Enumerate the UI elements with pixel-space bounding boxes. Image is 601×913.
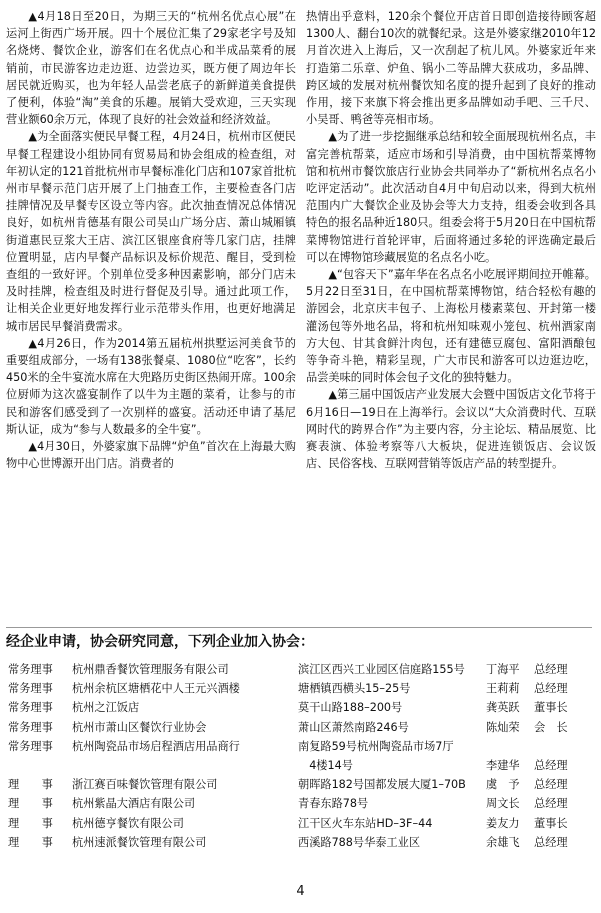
member-address: 江干区火车东站HD–3F–44 [298,816,433,830]
member-title: 总经理 [534,663,568,676]
member-person: 陈灿荣 [486,720,520,734]
news-item: ▲4月18日至20日，为期三天的“杭州名优点心展”在运河上街西广场开展。四十个展位汇集了29家老字号及知名烧烤、餐饮企业，游客们在名优点心和半成品菜肴的展销前，市民游客边走边逛、边尝边买，既方便了周边年长居民就近购买，也为年轻人品尝老底子的新鲜道美食提供了便利，体验“淘”美食的乐趣。展销大受欢迎，三天实现营业额60余万元，体现了良好的社会效益和经济效益。 [6,10,296,127]
member-company: 杭州德亨餐饮有限公司 [72,816,184,830]
section-divider [6,627,592,628]
member-row [8,698,596,717]
member-company: 杭州陶瓷品市场启程酒店用品商行 [72,739,240,753]
member-role: 理 事 [8,816,53,830]
news-item: ▲4月30日，外婆家旗下品牌“炉鱼”首次在上海最大购物中心世博源开出门店。消费者的 [6,440,296,471]
news-item: ▲第三届中国饭店产业发展大会暨中国饭店文化节将于6月16日—19日在上海举行。会议以“大众消费时代、互联网时代的跨界合作”为主要内容，分主论坛、精品展览、比赛表演、体验考察等八大板块，促进连锁饭店、会议饭店、民俗客栈、互联网营销等饭店产品的转型提升。 [306,388,596,471]
member-role: 理 事 [8,835,53,849]
member-title: 总经理 [534,759,568,773]
member-role: 常务理事 [8,701,53,715]
member-role: 常务理事 [8,663,53,676]
member-address: 南复路59号杭州陶瓷品市场7厅 [298,739,454,753]
member-address: 西溪路788号华泰工业区 [298,835,421,849]
member-role: 理 事 [8,797,53,811]
member-row [8,660,596,679]
member-company: 杭州余杭区塘栖花中人王元兴酒楼 [72,682,240,696]
member-person [486,737,534,756]
member-address: 滨江区西兴工业园区信庭路155号 [298,663,465,676]
member-person: 余雄飞 [486,835,520,849]
member-row [8,794,596,813]
page-number: 4 [296,884,305,899]
left-column [6,8,296,626]
member-title: 总经理 [534,682,568,696]
member-row [8,737,596,756]
news-item: ▲“包容天下”嘉年华在名点名小吃展评期间拉开帷幕。5月22日至31日，在中国杭帮菜博物馆，结合轻松有趣的游园会，北京庆丰包子、上海松月楼素菜包、开封第一楼灌汤包等外地名品，将和杭州知味观小笼包、杭州酒家南方大包、甘其食鲜汁肉包，还有建德豆腐包、富阳酒酿包等争奇斗艳，精彩呈现，广大市民和游客可以边逛边吃，品尝美味的同时体会包子文化的独特魅力。 [306,268,596,385]
member-company: 杭州市萧山区餐饮行业协会 [72,720,207,734]
member-role: 常务理事 [8,682,53,696]
member-address: 4楼14号 [298,759,353,773]
member-company: 杭州之江饭店 [72,701,140,715]
member-row [8,775,596,794]
member-title [534,737,596,756]
member-person: 李建华 [486,759,520,773]
member-title: 总经理 [534,797,568,811]
member-company [72,756,298,775]
right-column [306,8,596,626]
member-address: 朝晖路182号国都发展大厦1–70B [298,778,466,792]
member-address: 莫干山路188–200号 [298,701,403,715]
member-title: 董事长 [534,816,568,830]
member-row [8,756,596,775]
news-item: ▲4月26日，作为2014第五届杭州拱墅运河美食节的重要组成部分，一场有138张餐桌、1080位“吃客”，长约450米的全牛宴流水席在大兜路历史街区热闹开席。100余位厨师为这次盛宴制作了以牛为主题的菜肴，让参与的市民和游客们感受到了一次别样的盛宴。活动还申请了基尼斯认证，成为“参与人数最多的全牛宴”。 [6,336,296,436]
member-role: 常务理事 [8,739,53,753]
member-role: 理 事 [8,778,53,792]
member-person: 王莉莉 [486,682,520,696]
member-company: 浙江赛百味餐饮管理有限公司 [72,778,218,792]
member-row [8,833,596,852]
member-title: 总经理 [534,778,568,792]
members-table-body [8,660,596,852]
member-address: 萧山区萧然南路246号 [298,720,409,734]
member-person: 姜友力 [486,816,520,830]
member-title: 会 长 [534,720,568,734]
news-item: ▲为了进一步挖掘继承总结和较全面展现杭州名点，丰富完善杭帮菜，适应市场和引导消费，由中国杭帮菜博物馆和杭州市餐饮旅店行业协会共同举办了“新杭州名点名小吃评定活动”。此次活动自4月中旬启动以来，得到大杭州范围内广大餐饮企业及协会等大力支持，组委会收到各具特色的报名品种近180只。组委会将于5月20日在中国杭帮菜博物馆进行首轮评审，后面将通过多轮的评选确定最后可以在博物馆珍藏展览的名点名小吃。 [306,130,596,264]
members-heading: 经企业申请，协会研究同意，下列企业加入协会： [6,634,314,650]
member-row [8,718,596,737]
member-title: 董事长 [534,701,568,715]
member-row [8,814,596,833]
member-role: 常务理事 [8,720,53,734]
news-item-continuation: 热情出乎意料，120余个餐位开店首日即创造接待顾客超1300人、翻台10次的就餐纪录。这是外婆家继2010年12月首次进入上海后，又一次刮起了杭儿风。外婆家近年来打造第二乐章、炉鱼、锅小二等品牌大获成功，多品牌、跨区域的发展对杭州餐饮知名度的提升起到了良好的推动作用，接下来旗下将会推出更多品牌如动手吧、三千尺、小吴哥、鸭爸等亮相市场。 [306,10,596,127]
member-row [8,679,596,698]
news-item: ▲为全面落实便民早餐工程，4月24日，杭州市区便民早餐工程建设小组协同有贸易局和协会组成的检查组，对年初认定的121首批杭州市早餐标准化门店和107家首批杭州市早餐示范门店开展了上门抽查工作，主要检查各门店挂牌情况及早餐专区设立等内容。此次抽查情况总体情况良好，如杭州肯德基有限公司吴山广场分店、萧山城厢镇街道惠民豆浆大王店、滨江区银座食府等几家门店，挂牌位置明显，店内早餐产品标识及标价规范、醒目，受到检查组的一致好评。个别单位受多种因素影响，部分门店未及时挂牌，检查组及时进行督促及引导。通过此项工作，让相关企业更好地发挥行业示范带头作用，也更好地满足城市居民早餐消费需求。 [6,130,296,333]
members-table [8,660,596,852]
member-company: 杭州紫晶大酒店有限公司 [72,797,196,811]
member-address: 塘栖镇西横头15–25号 [298,682,411,696]
member-company: 杭州鼎香餐饮管理服务有限公司 [72,663,229,676]
member-person: 周文长 [486,797,520,811]
member-person: 丁海平 [486,663,520,676]
member-title: 总经理 [534,835,568,849]
member-role [8,756,72,775]
member-company: 杭州速派餐饮管理有限公司 [72,835,207,849]
member-person: 龚英跃 [486,701,520,715]
news-columns [6,8,596,626]
member-address: 青春东路78号 [298,797,369,811]
member-person: 虞 予 [486,778,520,792]
